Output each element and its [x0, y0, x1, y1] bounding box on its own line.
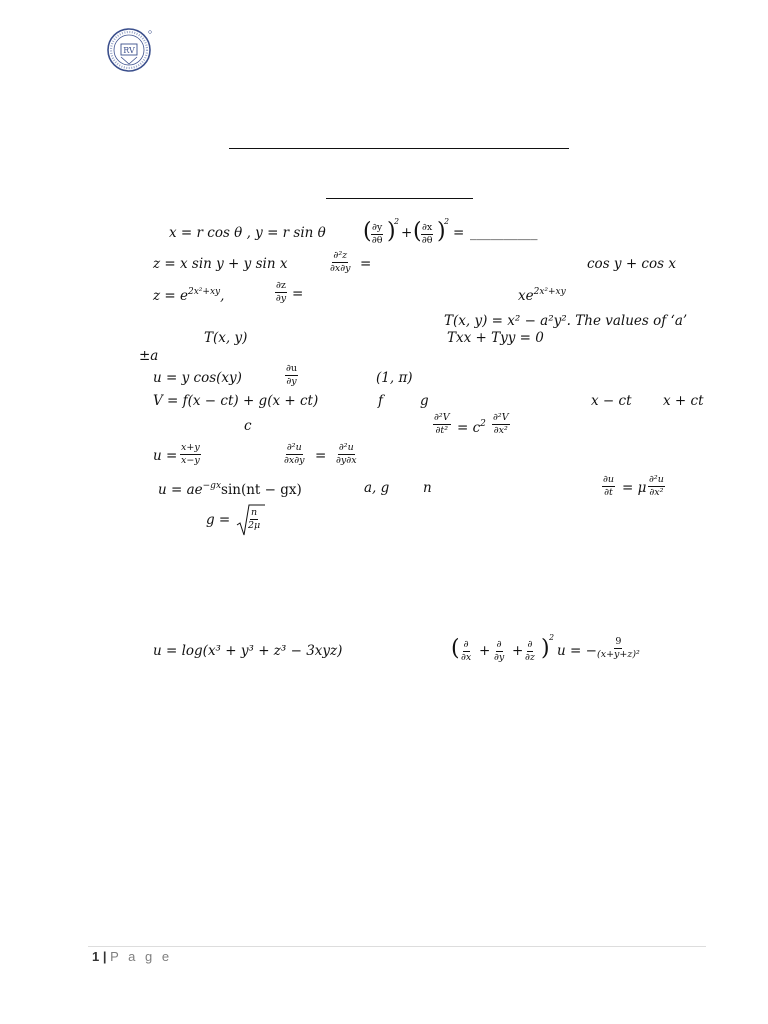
q5-equation: u = y cos(xy): [153, 370, 242, 386]
q3-answer: $xe^{2x^2+xy}$: [518, 287, 566, 304]
q8-d2u-dx2: $\frac{\text{∂²u}}{\text{∂x²}}$: [649, 474, 664, 498]
q2-mixed-partial: $\frac{\text{∂²z}}{\partial x\partial y}$: [330, 250, 351, 274]
q1-fraction-dx-dtheta: $\frac{\partial x}{\partial\theta}$: [421, 222, 433, 246]
q9-plus-1: +: [479, 643, 491, 659]
q5-partial-u-y: $\frac{\partial u}{\partial y}$: [286, 363, 298, 387]
subtitle-rule: [326, 198, 473, 199]
q9-d-dx: ∂ ∂x: [461, 639, 472, 663]
q4-plus-minus-a: ±a: [139, 348, 159, 364]
q9-plus-2: +: [512, 643, 524, 659]
q6-equals-c2: = $c^2$: [457, 419, 486, 436]
university-seal-logo: [106, 27, 152, 73]
q9-equation: u = log(x³ + y³ + z³ − 3xyz): [153, 643, 343, 659]
q4-laplace: Txx + Tyy = 0: [447, 330, 544, 346]
q6-g: g: [420, 393, 429, 409]
q3-equation: $z = e^{2x^2+xy}$,: [153, 287, 225, 304]
q6-equation: V = f(x − ct) + g(x + ct): [153, 393, 319, 409]
page-label: P a g e: [110, 949, 173, 964]
q1-paren-open-2: (: [413, 219, 422, 244]
q6-arg-minus: x − ct: [591, 393, 632, 409]
q8-n-over-2mu: $\frac{n}{2\mu}$: [248, 507, 261, 531]
q3-equals: =: [292, 286, 304, 302]
q8-n: n: [423, 480, 432, 496]
q1-paren-open-1: (: [363, 219, 372, 244]
q1-answer-blank: __________: [470, 225, 538, 241]
q1-plus: +: [401, 225, 413, 241]
q6-c: c: [244, 418, 252, 434]
q6-arg-plus: x + ct: [663, 393, 704, 409]
q1-square-2: 2: [444, 217, 450, 226]
q9-d-dz: ∂ ∂z: [525, 639, 535, 663]
q7-u-equals: u =: [153, 448, 178, 464]
q2-equation: z = x sin y + y sin x: [153, 256, 288, 272]
q1-square-1: 2: [394, 217, 400, 226]
q6-f: f: [378, 393, 383, 409]
q2-answer: cos y + cos x: [587, 256, 676, 272]
q9-paren-close: ): [541, 636, 550, 661]
q6-d2v-dt2: $\frac{\text{∂²V}}{\text{∂t²}}$: [434, 412, 450, 436]
q9-paren-open: (: [451, 636, 460, 661]
q9-rhs: u = −: [557, 643, 597, 659]
q1-equals: =: [453, 225, 465, 241]
q9-rhs-fraction: $\frac{9}{\text{(x+y+z)²}}$: [597, 636, 640, 660]
q1-fraction-dy-dtheta: $\frac{\partial y}{\partial\theta}$: [371, 222, 383, 246]
q6-d2v-dx2: $\frac{\text{∂²V}}{\text{∂x²}}$: [493, 412, 509, 436]
svg-text:RV: RV: [123, 46, 135, 55]
q7-d2u-dydx: $\frac{\text{∂²u}}{\partial y\partial x}$: [336, 442, 357, 466]
q8-g-equals: g =: [206, 512, 231, 528]
q1-equation: x = r cos θ , y = r sin θ: [169, 225, 326, 241]
q8-du-dt: $\frac{\partial u}{\partial t}$: [603, 474, 615, 498]
q4-temperature-fn: T(x, y) = x² − a²y². The values of ‘a’: [444, 313, 688, 329]
title-rule: [229, 148, 569, 149]
q8-equals-mu: = μ: [622, 480, 647, 496]
q7-equals: =: [315, 448, 327, 464]
footer-rule: [88, 946, 706, 947]
q1-paren-close-2: ): [437, 219, 446, 244]
q1-paren-close-1: ): [387, 219, 396, 244]
q5-point: (1, π): [376, 370, 413, 386]
footer-separator: |: [99, 949, 111, 964]
q4-T-of-xy: T(x, y): [204, 330, 248, 346]
q2-equals: =: [360, 256, 372, 272]
page-number: 1: [92, 949, 100, 964]
q8-vars: a, g: [364, 480, 390, 496]
q7-fraction: $\frac{x+y}{x-y}$: [181, 442, 200, 466]
q7-d2u-dxdy: $\frac{\text{∂²u}}{\partial x\partial y}$: [284, 442, 305, 466]
q9-square: 2: [549, 633, 555, 642]
q8-equation: $u = ae^{-gx}\sin(nt - gx)$: [158, 481, 302, 498]
q9-d-dy: ∂ ∂y: [494, 639, 505, 663]
q3-partial-z-y: $\frac{\partial z}{\partial y}$: [275, 280, 287, 304]
page-footer: [92, 949, 172, 964]
